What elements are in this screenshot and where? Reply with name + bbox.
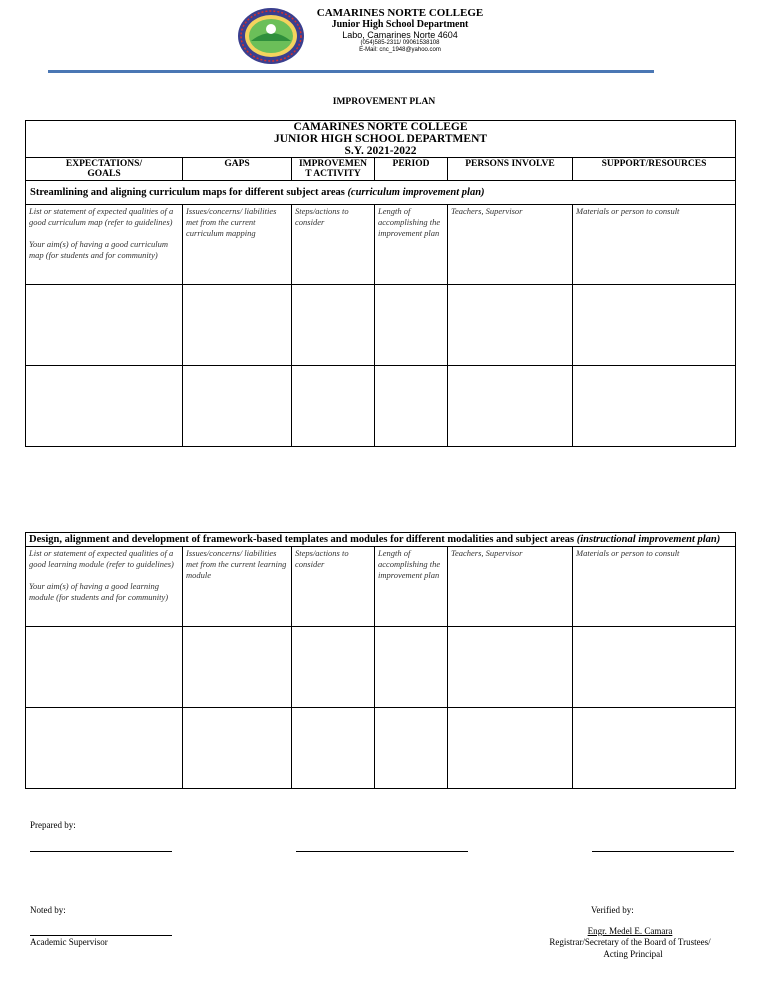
blank-cell[interactable] [292,708,375,789]
blank-cell[interactable] [183,627,292,708]
blank-cell[interactable] [448,285,573,366]
blank-cell[interactable] [26,366,183,447]
school-name: CAMARINES NORTE COLLEGE [316,7,484,19]
blank-cell[interactable] [448,708,573,789]
school-phone: (054)585-2311/ 09061538108 [360,40,440,46]
blank-cell[interactable] [292,366,375,447]
school-email: E-Mail: cnc_1948@yahoo.com [359,47,441,53]
verifier-title-2: Acting Principal [603,949,663,959]
blank-cell[interactable] [26,708,183,789]
blank-cell[interactable] [573,285,736,366]
cell-persons-guide: Teachers, Supervisor [448,547,573,627]
verifier-name: Engr. Medel E. Camara [587,926,673,936]
table-row [26,708,736,789]
department-name: Junior High School Department [331,19,469,30]
cell-activity-guide: Steps/actions to consider [292,205,375,285]
column-header-row [26,158,736,181]
document-title: IMPROVEMENT PLAN [332,97,436,107]
blank-cell[interactable] [375,627,448,708]
col-header-persons: PERSONS INVOLVE [448,158,573,181]
blank-cell[interactable] [292,285,375,366]
cell-support-guide: Materials or person to consult [573,547,736,627]
header-divider [48,70,654,73]
cell-period-guide: Length of accomplishing the improvement plan [375,547,448,627]
cell-gaps-guide: Issues/concerns/ liabilities met from the current curriculum mapping [183,205,292,285]
noted-by-label: Noted by: [30,905,66,915]
table-institution-header [26,121,736,158]
signature-line-prepared-3 [592,851,734,852]
cell-goals-guide: List or statement of expected qualities of a good learning module (refer to guidelines) Your aim(s) of having a good learning module (for students and for community) [26,547,183,627]
noted-by-title: Academic Supervisor [30,937,108,947]
blank-cell[interactable] [183,366,292,447]
blank-cell[interactable] [375,708,448,789]
blank-cell[interactable] [375,285,448,366]
blank-cell[interactable] [448,627,573,708]
blank-cell[interactable] [573,627,736,708]
cell-support-guide: Materials or person to consult [573,205,736,285]
verifier-title: Registrar/Secretary of the Board of Trustees/ [549,937,711,947]
blank-cell[interactable] [26,285,183,366]
col-header-goals: EXPECTATIONS/ GOALS [26,158,183,181]
section-title-instructional: Design, alignment and development of framework-based templates and modules for different modalities and subject areas (instructional improvement plan) [26,533,736,547]
verified-by-label: Verified by: [591,905,634,915]
col-header-support: SUPPORT/RESOURCES [573,158,736,181]
table-row [26,627,736,708]
table-row [26,366,736,447]
cell-activity-guide: Steps/actions to consider [292,547,375,627]
school-year: S.Y. 2021-2022 [344,145,417,157]
institution-name: CAMARINES NORTE COLLEGE [293,121,468,133]
blank-cell[interactable] [292,627,375,708]
section-title-curriculum: Streamlining and aligning curriculum maps for different subject areas (curriculum improvement plan) [26,181,736,205]
prepared-by-label: Prepared by: [30,820,76,830]
blank-cell[interactable] [573,366,736,447]
cell-gaps-guide: Issues/concerns/ liabilities met from the current learning module [183,547,292,627]
col-header-period: PERIOD [375,158,448,181]
improvement-plan-table-instructional [25,532,736,789]
signature-line-prepared-2 [296,851,468,852]
guide-row [26,547,736,627]
blank-cell[interactable] [183,708,292,789]
cell-goals-guide: List or statement of expected qualities of a good curriculum map (refer to guidelines) Your aim(s) of having a good curriculum map (for students and for community) [26,205,183,285]
col-header-activity: IMPROVEMEN T ACTIVITY [292,158,375,181]
cell-period-guide: Length of accomplishing the improvement plan [375,205,448,285]
signature-line-prepared-1 [30,851,172,852]
cell-persons-guide: Teachers, Supervisor [448,205,573,285]
school-address: Labo, Camarines Norte 4604 [342,30,458,40]
table-row [26,285,736,366]
blank-cell[interactable] [26,627,183,708]
blank-cell[interactable] [573,708,736,789]
signature-line-noted [30,935,172,936]
improvement-plan-table-curriculum [25,120,736,447]
blank-cell[interactable] [375,366,448,447]
institution-department: JUNIOR HIGH SCHOOL DEPARTMENT [273,133,488,145]
col-header-gaps: GAPS [183,158,292,181]
blank-cell[interactable] [183,285,292,366]
guide-row [26,205,736,285]
blank-cell[interactable] [448,366,573,447]
